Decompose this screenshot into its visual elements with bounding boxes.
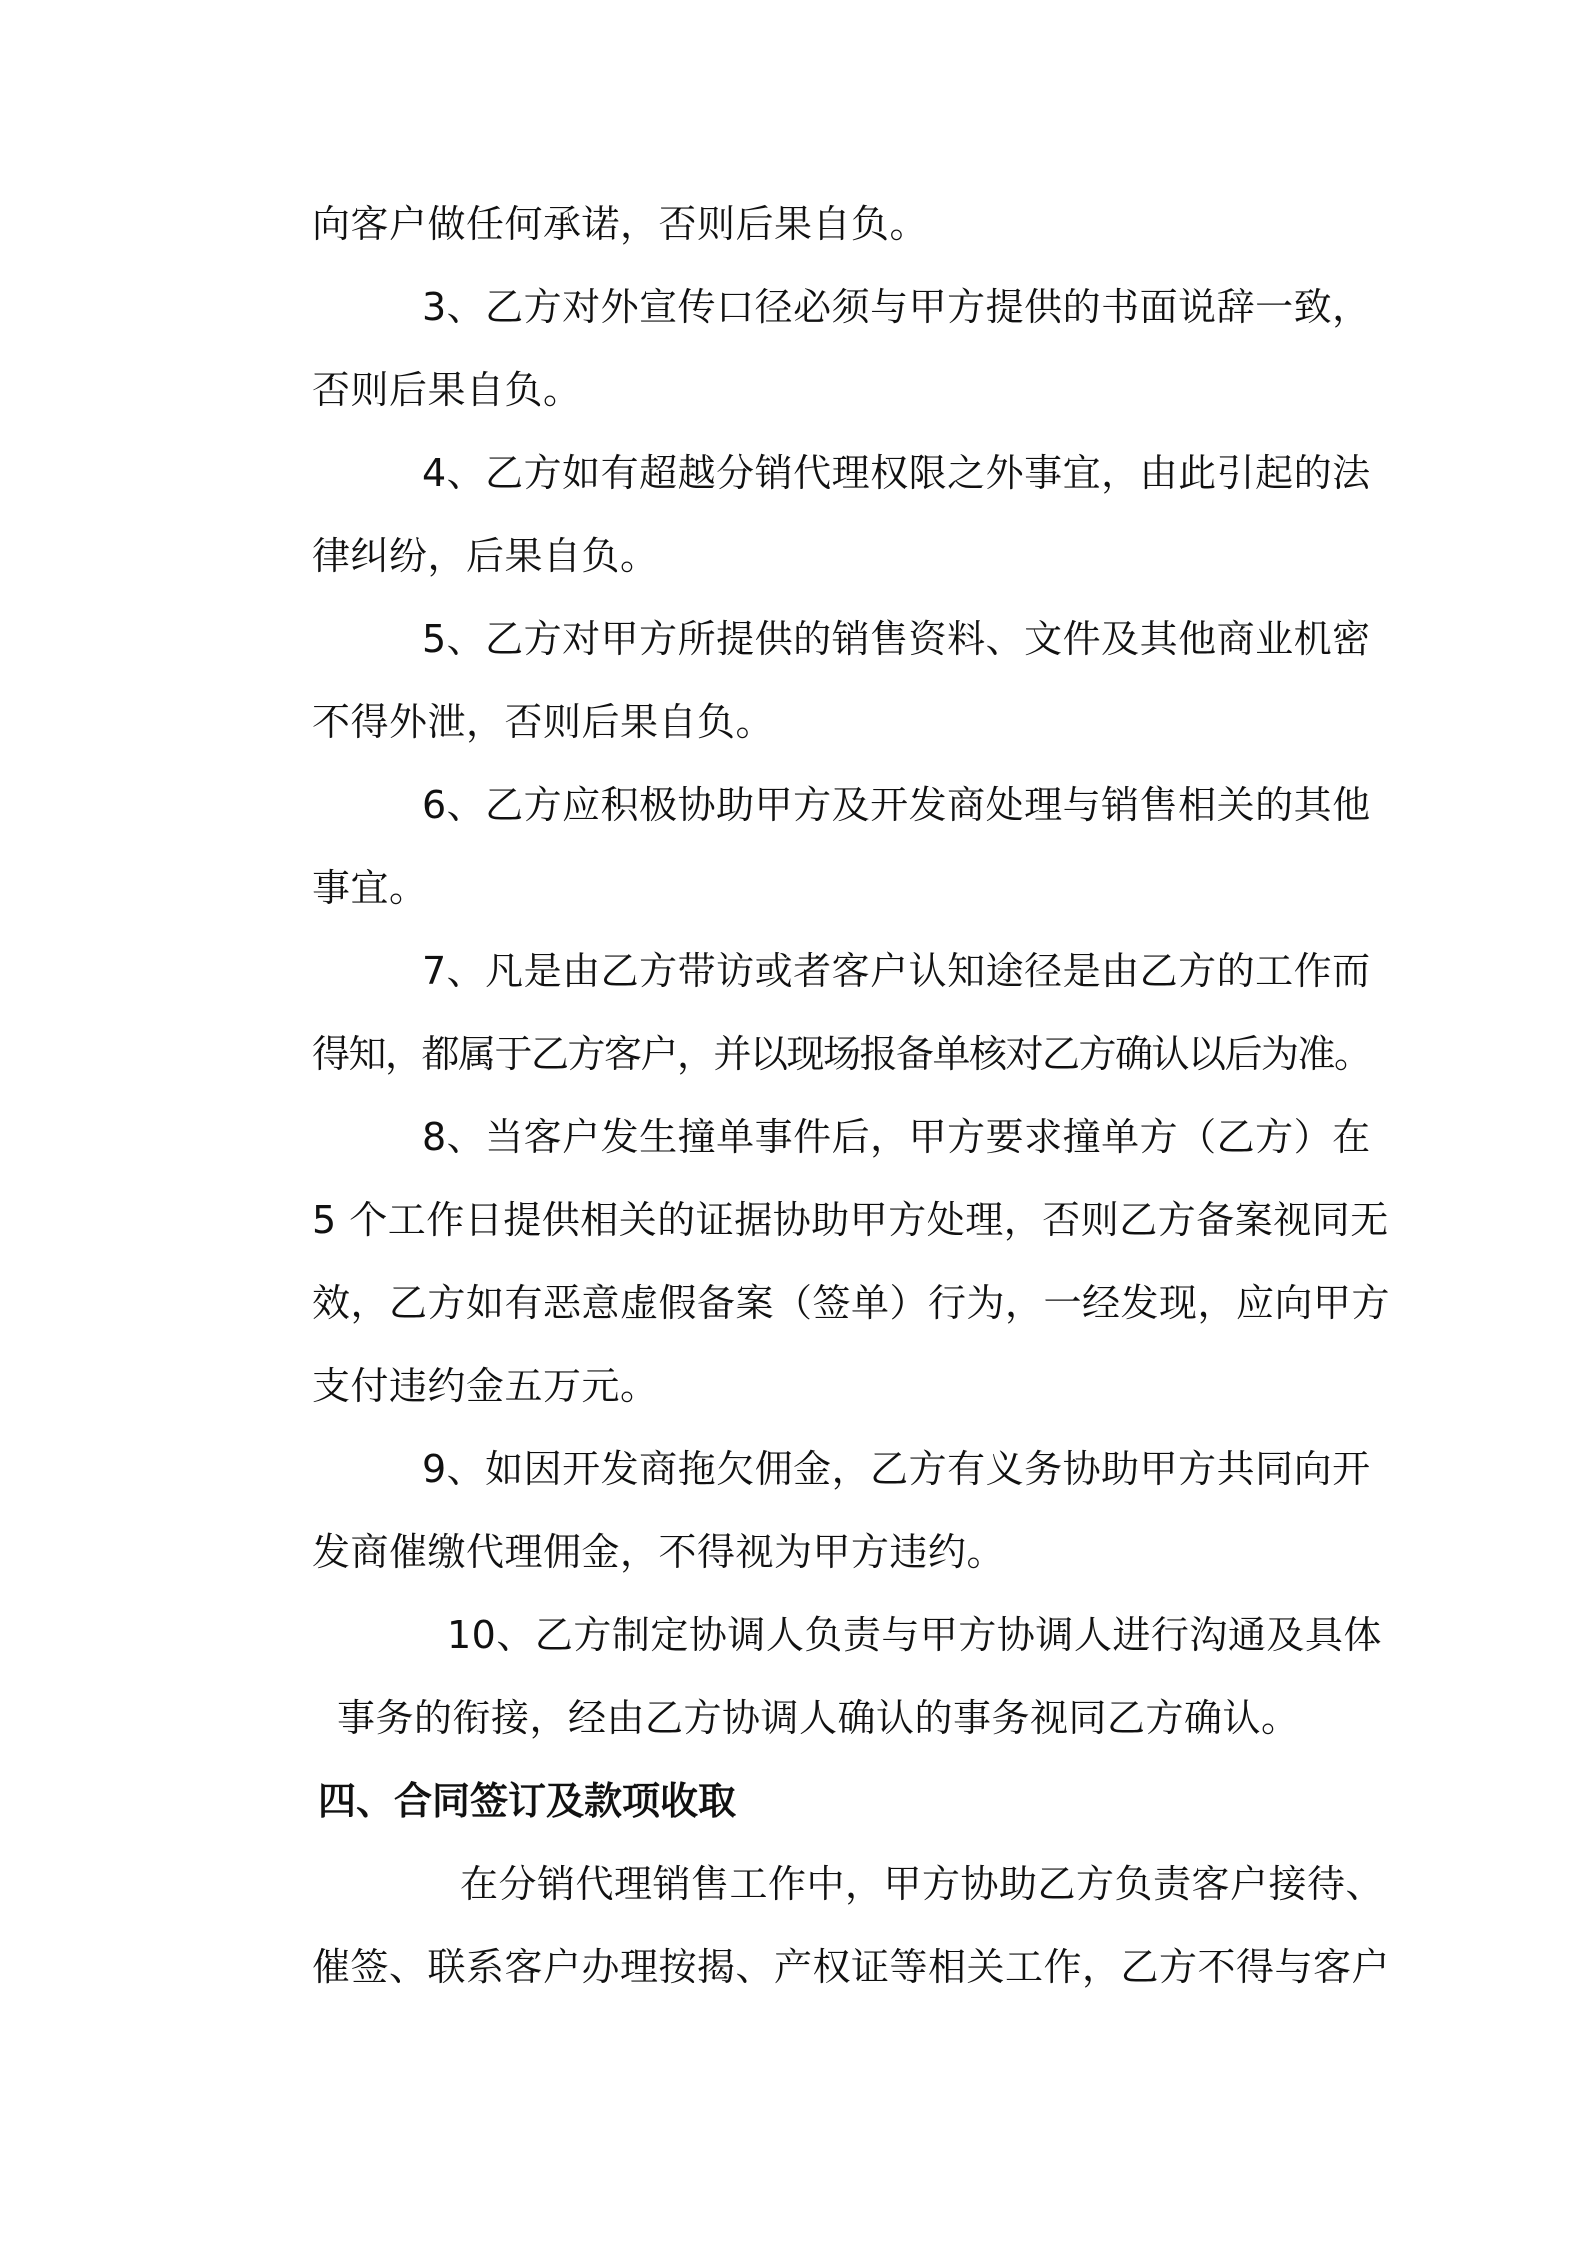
- section-body-line-1: 在分销代理销售工作中，甲方协助乙方负责客户接待、: [460, 1862, 1385, 1906]
- clause-9-line-2: 发商催缴代理佣金，不得视为甲方违约。: [312, 1530, 1006, 1574]
- clause-6-line-1: 6、乙方应积极协助甲方及开发商处理与销售相关的其他: [422, 783, 1371, 827]
- clause-10-line-1: 10、乙方制定协调人负责与甲方协调人进行沟通及具体: [447, 1613, 1382, 1657]
- clause-9-line-1: 9、如因开发商拖欠佣金，乙方有义务协助甲方共同向开: [422, 1447, 1371, 1491]
- section-body-line-2: 催签、联系客户办理按揭、产权证等相关工作，乙方不得与客户: [312, 1945, 1391, 1989]
- clause-5-line-2: 不得外泄，否则后果自负。: [312, 700, 775, 744]
- clause-6-line-2: 事宜。: [312, 866, 428, 910]
- clause-8-line-2: 5 个工作日提供相关的证据协助甲方处理，否则乙方备案视同无: [312, 1198, 1389, 1242]
- clause-7-line-2: 得知，都属于乙方客户，并以现场报备单核对乙方确认以后为准。: [312, 1032, 1371, 1076]
- clause-10-line-2: 事务的衔接，经由乙方协调人确认的事务视同乙方确认。: [337, 1696, 1300, 1740]
- clause-8-line-3: 效，乙方如有恶意虚假备案（签单）行为，一经发现，应向甲方: [312, 1281, 1391, 1325]
- clause-4-line-1: 4、乙方如有超越分销代理权限之外事宜，由此引起的法: [422, 451, 1371, 495]
- clause-3-line-1: 3、乙方对外宣传口径必须与甲方提供的书面说辞一致，: [422, 285, 1371, 329]
- clause-4-line-2: 律纠纷，后果自负。: [312, 534, 659, 578]
- text-line: 向客户做任何承诺，否则后果自负。: [312, 202, 929, 246]
- clause-5-line-1: 5、乙方对甲方所提供的销售资料、文件及其他商业机密: [422, 617, 1371, 661]
- clause-8-line-1: 8、当客户发生撞单事件后，甲方要求撞单方（乙方）在: [422, 1115, 1371, 1159]
- section-heading: 四、合同签订及款项收取: [318, 1779, 737, 1823]
- clause-7-line-1: 7、凡是由乙方带访或者客户认知途径是由乙方的工作而: [422, 949, 1371, 993]
- clause-3-line-2: 否则后果自负。: [312, 368, 582, 412]
- clause-8-line-4: 支付违约金五万元。: [312, 1364, 659, 1408]
